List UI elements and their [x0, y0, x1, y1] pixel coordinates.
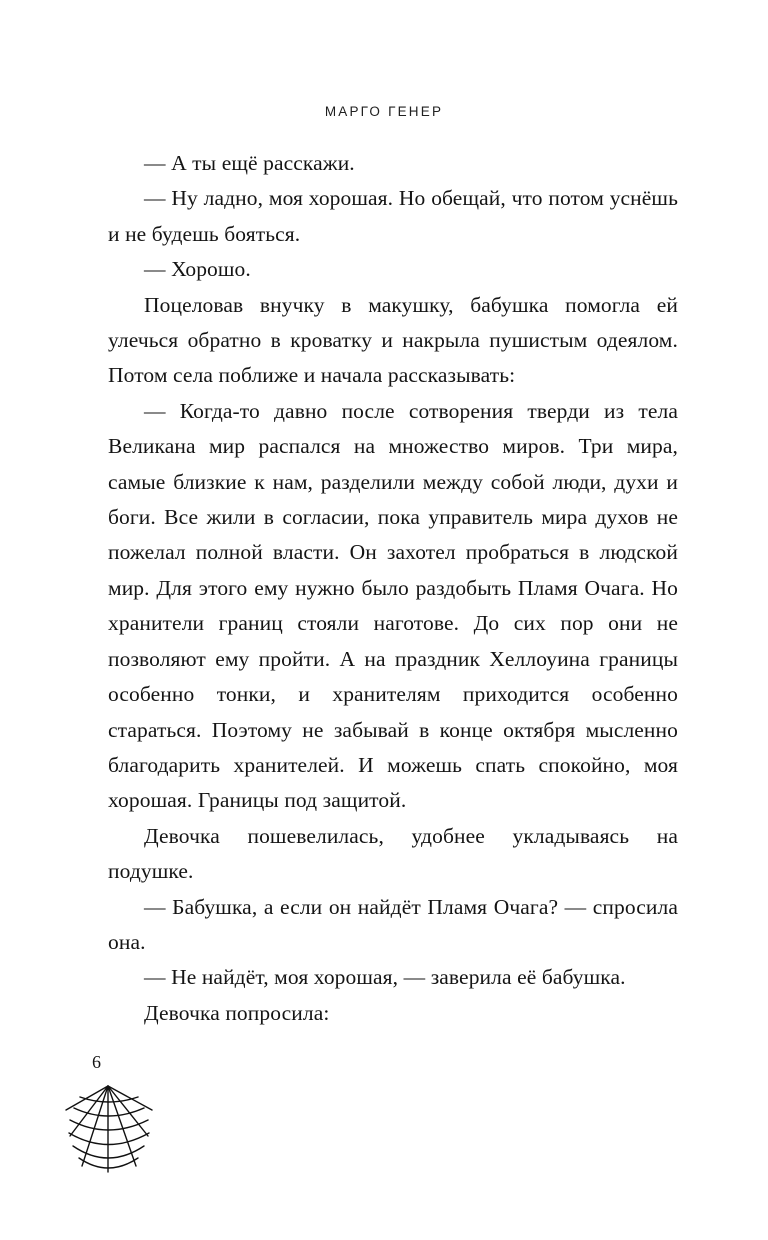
paragraph: — Не найдёт, моя хорошая, — заверила её бабушка.: [144, 965, 626, 990]
paragraph: Девочка пошевелилась, удобнее укладываясь на подушке.: [108, 823, 678, 884]
paragraph: Девочка попросила:: [144, 1000, 330, 1025]
running-head: МАРГО ГЕНЕР: [324, 104, 444, 119]
paragraph: — Хорошо.: [144, 257, 251, 282]
paragraph: — Когда-то давно после сотворения тверди из тела Великана мир распался на множество миров. Три мира, самые близкие к нам, разделили между собой люди, духи и боги. Все жили в согласии, пока управитель мира духов не пожелал полной власти. Он захотел пробраться в людской мир. Для этого ему нужно было раздобыть Пламя Очага. Но хранители границ стояли наготове. До сих пор они не позволяют ему пройти. А на праздник Хеллоуина границы особенно тонки, и хранителям приходится особенно стараться. Поэтому не забывай в конце октября мысленно благодарить хранителей. И можешь спать спокойно, моя хорошая. Границы под защитой.: [108, 398, 678, 813]
paragraph: Поцеловав внучку в макушку, бабушка помогла ей улечься обратно в кроватку и накрыла пушистым одеялом. Потом села поближе и начала рассказывать:: [108, 292, 678, 388]
paragraph: — А ты ещё расскажи.: [144, 151, 355, 175]
body-text: [108, 146, 678, 1031]
spiderweb-ornament-icon: [62, 1080, 158, 1176]
page-number: 6: [92, 1052, 101, 1072]
paragraph: — Бабушка, а если он найдёт Пламя Очага? — спросила она.: [108, 894, 678, 954]
paragraph: — Ну ладно, моя хорошая. Но обещай, что потом уснёшь и не будешь бояться.: [108, 186, 678, 246]
